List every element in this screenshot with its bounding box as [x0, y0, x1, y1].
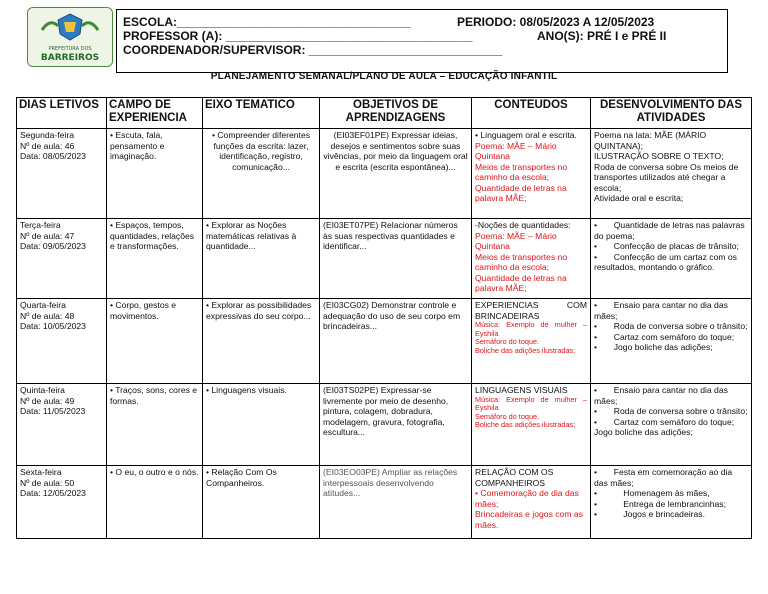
conteudos-main: -Noções de quantidades:: [475, 220, 571, 230]
col-header-desenvolvimento: DESENVOLVIMENTO DAS ATIVIDADES: [591, 98, 752, 129]
cell-objetivos: [320, 466, 472, 539]
atividade-item: Poema na lata: MÃE (MÁRIO QUINTANA);: [594, 130, 707, 151]
conteudos-main: • Linguagem oral e escrita.: [475, 130, 577, 140]
cell-eixo: [203, 219, 320, 299]
atividade-item: • Festa em comemoração ao dia das mães;: [594, 467, 733, 488]
conteudos-item: Boliche das adições ilustradas;: [475, 420, 576, 430]
svg-text:PREFEITURA DOS: PREFEITURA DOS: [48, 46, 92, 52]
aula-date: Data: 11/05/2023: [20, 406, 86, 416]
campo-text: • Escuta, fala, pensamento e imaginação.: [110, 130, 165, 161]
cell-dia: [17, 466, 107, 539]
table-row: [17, 299, 752, 384]
school-field: ESCOLA:___________________________________: [123, 15, 411, 29]
cell-desenvolvimento: [591, 299, 752, 384]
cell-campo: [107, 384, 203, 466]
header-box: [116, 9, 728, 73]
atividade-item: Jogo boliche das adições;: [594, 427, 693, 437]
conteudos-item: Poema: MÃE – Mário Quintana: [475, 230, 557, 251]
conteudos-item: Boliche das adições ilustradas;: [475, 345, 576, 355]
cell-conteudos: [472, 129, 591, 219]
atividade-item: Atividade oral e escrita;: [594, 193, 684, 203]
atividade-item: • Entrega de lembrancinhas;: [594, 498, 726, 509]
col-header-dias: DIAS LETIVOS: [17, 98, 107, 129]
cell-campo: [107, 299, 203, 384]
campo-text: • O eu, o outro e o nós.: [110, 467, 199, 477]
period-field: PERIODO: 08/05/2023 A 12/05/2023: [457, 15, 655, 29]
atividade-item: • Cartaz com semáforo do toque;: [594, 331, 735, 342]
atividade-item: • Quantidade de letras nas palavras do poema;: [594, 220, 745, 241]
cell-campo: [107, 219, 203, 299]
cell-eixo: [203, 299, 320, 384]
atividade-item: • Ensaio para cantar no dia das mães;: [594, 300, 728, 321]
conteudos-item: Quantidade de letras na palavra MÃE;: [475, 182, 567, 203]
conteudos-item: • Comemoração de dia das mães;: [475, 488, 579, 509]
atividade-item: • Ensaio para cantar no dia das mães;: [594, 385, 728, 406]
conteudos-item: Música: Exemplo de mulher – Eyshila: [475, 394, 587, 413]
aula-number: Nº de aula: 48: [20, 310, 75, 321]
objetivos-text: (EI03ET07PE) Relacionar números às suas respectivas quantidades e identificar...: [323, 220, 458, 251]
cell-dia: [17, 299, 107, 384]
atividade-item: • Roda de conversa sobre o trânsito;: [594, 406, 748, 416]
teacher-field: PROFESSOR (A): _____________________________________: [123, 29, 473, 43]
aula-number: Nº de aula: 47: [20, 230, 75, 241]
aula-date: Data: 08/05/2023: [20, 151, 86, 161]
cell-desenvolvimento: [591, 129, 752, 219]
atividade-item: • Confecção de placas de trânsito;: [594, 241, 739, 251]
atividade-item: • Confecção de um cartaz com os resultados, montando o gráfico.: [594, 251, 737, 272]
aula-number: Nº de aula: 49: [20, 395, 75, 406]
atividade-item: • Jogos e brincadeiras.: [594, 509, 705, 519]
conteudos-item: Meios de transportes no caminho da escola;: [475, 251, 568, 272]
atividade-item: • Roda de conversa sobre o trânsito;: [594, 321, 748, 331]
school-logo: [27, 7, 113, 67]
objetivos-text: (EI03TS02PE) Expressar-se livremente por meio de desenho, pintura, colagem, dobradura, modelagem, gravura, fotografia, escultura...: [323, 385, 449, 437]
coordinator-field: COORDENADOR/SUPERVISOR: _____________________________: [123, 43, 503, 57]
conteudos-item: Semáforo do toque.: [475, 411, 540, 421]
eixo-text: • Explorar as Noções matemáticas relativas à quantidade...: [206, 220, 297, 251]
campo-text: • Corpo, gestos e movimentos.: [110, 300, 177, 321]
dia-label: Quarta-feira: [20, 300, 66, 310]
campo-text: • Traços, sons, cores e formas.: [110, 385, 198, 406]
eixo-text: • Compreender diferentes funções da escrita: lazer, identificação, registro, comunicação...: [211, 130, 311, 172]
dia-label: Terça-feira: [20, 220, 61, 230]
cell-objetivos: [320, 129, 472, 219]
cell-conteudos: [472, 299, 591, 384]
conteudos-item: Quantidade de letras na palavra MÃE;: [475, 272, 567, 293]
page-title: PLANEJAMENTO SEMANAL/PLANO DE AULA – EDUCAÇÃO INFANTIL: [210, 71, 558, 82]
conteudos-item: Meios de transportes no caminho da escola;: [475, 161, 568, 182]
cell-desenvolvimento: [591, 384, 752, 466]
eixo-text: • Relação Com Os Companheiros.: [206, 467, 277, 488]
plan-table: [16, 97, 752, 539]
col-header-conteudos: CONTEUDOS: [472, 98, 591, 129]
table-header-row: [17, 98, 752, 129]
cell-conteudos: [472, 384, 591, 466]
cell-dia: [17, 129, 107, 219]
dia-label: Segunda-feira: [20, 130, 74, 140]
conteudos-item: Brincadeiras e jogos com as mães.: [475, 509, 583, 530]
conteudos-main: RELAÇÃO COM OS COMPANHEIROS: [475, 467, 554, 488]
col-header-objetivos: OBJETIVOS DE APRENDIZAGENS: [320, 98, 472, 129]
dia-label: Quinta-feira: [20, 385, 65, 395]
conteudos-item: Poema: MÃE – Mário Quintana: [475, 140, 557, 161]
cell-objetivos: [320, 299, 472, 384]
objetivos-text: (EI03EO03PE) Ampliar as relações interpessoais desenvolvendo atitudes...: [323, 467, 458, 498]
conteudos-item: Música: Exemplo de mulher – Eyshila: [475, 320, 587, 338]
svg-text:BARREIROS: BARREIROS: [40, 53, 100, 63]
cell-campo: [107, 466, 203, 539]
cell-dia: [17, 384, 107, 466]
aula-number: Nº de aula: 46: [20, 140, 75, 151]
eixo-text: • Explorar as possibilidades expressivas do seu corpo...: [206, 300, 312, 321]
objetivos-text: (EI03CG02) Demonstrar controle e adequação do uso de seu corpo em brincadeiras...: [323, 300, 461, 331]
cell-conteudos: [472, 219, 591, 299]
table-row: [17, 219, 752, 299]
dia-label: Sexta-feira: [20, 467, 62, 477]
cell-objetivos: [320, 384, 472, 466]
eixo-text: • Linguagens visuais.: [206, 385, 287, 395]
campo-text: • Espaços, tempos, quantidades, relações e transformações.: [110, 220, 195, 251]
col-header-eixo: EIXO TEMATICO: [203, 98, 320, 129]
aula-date: Data: 10/05/2023: [20, 321, 86, 331]
conteudos-main: LINGUAGENS VISUAIS: [475, 385, 568, 395]
cell-eixo: [203, 466, 320, 539]
aula-date: Data: 09/05/2023: [20, 241, 86, 251]
table-row: [17, 129, 752, 219]
atividade-item: Roda de conversa sobre Os meios de transportes utilizados até chegar a escola;: [594, 161, 739, 193]
cell-conteudos: [472, 466, 591, 539]
atividade-item: ILUSTRAÇÃO SOBRE O TEXTO;: [594, 151, 724, 161]
col-header-campo: CAMPO DE EXPERIENCIA: [107, 98, 203, 129]
cell-desenvolvimento: [591, 219, 752, 299]
cell-dia: [17, 219, 107, 299]
cell-desenvolvimento: [591, 466, 752, 539]
atividade-item: • Jogo boliche das adições;: [594, 342, 713, 352]
cell-eixo: [203, 129, 320, 219]
cell-eixo: [203, 384, 320, 466]
aula-date: Data: 12/05/2023: [20, 488, 86, 498]
years-field: ANO(S): PRÉ I e PRÉ II: [537, 29, 667, 43]
atividade-item: • Cartaz com semáforo do toque;: [594, 416, 735, 427]
table-row: [17, 466, 752, 539]
cell-objetivos: [320, 219, 472, 299]
aula-number: Nº de aula: 50: [20, 477, 75, 488]
atividade-item: • Homenagem às mães,: [594, 488, 710, 498]
objetivos-text: (EI03EF01PE) Expressar ideias, desejos e sentimentos sobre suas vivências, por meio da linguagem oral e escrita (escrita espontânea)...: [323, 130, 468, 172]
table-row: [17, 384, 752, 466]
conteudos-item: Semáforo do toque.: [475, 337, 540, 347]
conteudos-main: EXPERIENCIAS COM BRINCADEIRAS: [475, 300, 587, 321]
cell-campo: [107, 129, 203, 219]
